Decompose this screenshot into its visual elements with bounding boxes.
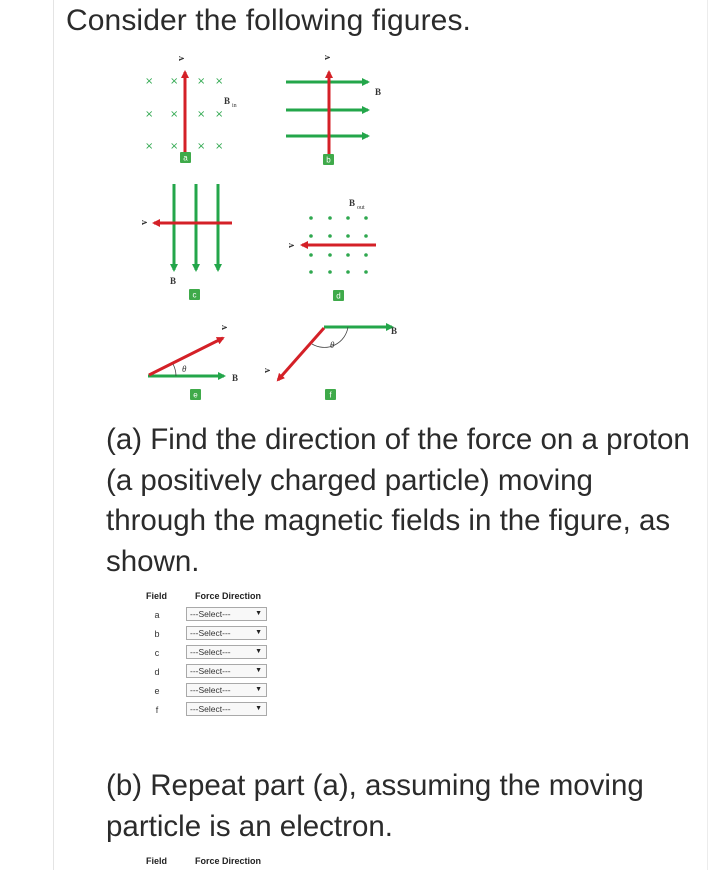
field-label: c [154,648,160,658]
v-label: v [219,325,230,330]
table-row [140,683,280,699]
b-label: B [232,373,239,383]
table-row [140,626,280,642]
svg-text:×: × [197,76,206,87]
question-b: (b) Repeat part (a), assuming the moving particle is an electron. [106,769,644,843]
svg-text:×: × [197,141,206,152]
panel-label-f: f [329,390,332,400]
panel-label-b: b [326,155,331,165]
field-label: b [154,629,160,639]
b-label: B [375,87,382,97]
v-label: v [286,243,297,248]
b-out-subscript: out [357,205,365,211]
force-direction-select-f[interactable]: ---Select--- ▼ [186,702,267,716]
field-label: e [154,686,160,696]
force-direction-select-d[interactable]: ---Select--- ▼ [186,664,267,678]
svg-text:×: × [170,109,179,120]
force-direction-select-e[interactable]: ---Select--- ▼ [186,683,267,697]
dropdown-arrow-icon: ▼ [255,667,262,674]
dropdown-arrow-icon: ▼ [255,610,262,617]
b-label: B [391,326,398,336]
panel-f [262,326,397,400]
intro-heading: Consider the following figures. [66,4,471,37]
field-label: a [154,610,160,620]
force-direction-select-c[interactable]: ---Select--- ▼ [186,645,267,659]
svg-text:×: × [170,141,179,152]
dropdown-arrow-icon: ▼ [255,705,262,712]
dropdown-arrow-icon: ▼ [255,648,262,655]
b-in-subscript: in [232,103,237,109]
panel-label-a: a [183,153,188,163]
panel-e [148,325,238,400]
field-column-header: Field [146,591,168,601]
v-label: v [322,55,333,60]
table-row [140,607,280,623]
panel-label-e: e [193,390,198,400]
theta-label: θ [330,340,335,350]
svg-text:×: × [215,141,224,152]
b-in-label: B [224,96,231,106]
svg-text:×: × [215,76,224,87]
table-row [140,702,280,718]
svg-text:×: × [215,109,224,120]
table-row [140,664,280,680]
force-direction-column-header: Force Direction [195,591,262,601]
force-direction-column-header: Force Direction [195,856,262,866]
svg-text:×: × [145,141,154,152]
panel-d [286,198,376,301]
theta-label: θ [182,364,187,374]
panel-b [286,55,381,165]
force-direction-select-b[interactable]: ---Select--- ▼ [186,626,267,640]
field-label: d [154,667,160,677]
svg-text:×: × [197,109,206,120]
svg-text:×: × [170,76,179,87]
panel-label-c: c [192,290,197,300]
dropdown-arrow-icon: ▼ [255,686,262,693]
velocity-arrow [278,328,324,380]
v-label: v [176,56,187,61]
force-direction-select-a[interactable]: ---Select--- ▼ [186,607,267,621]
v-label: v [139,220,150,225]
question-a: (a) Find the direction of the force on a proton (a positively charged particle) moving through the magnetic fields in the figure, as shown. [106,423,690,578]
magnetic-field-figures [0,0,720,410]
v-label: v [262,368,273,373]
dropdown-arrow-icon: ▼ [255,629,262,636]
panel-c [139,184,232,300]
svg-text:×: × [145,109,154,120]
table-row [140,645,280,661]
panel-label-d: d [336,291,341,301]
field-label: f [155,705,159,715]
panel-a [145,56,237,163]
b-out-label: B [349,198,356,208]
b-label: B [170,276,177,286]
field-column-header: Field [146,856,168,866]
svg-text:×: × [145,76,154,87]
